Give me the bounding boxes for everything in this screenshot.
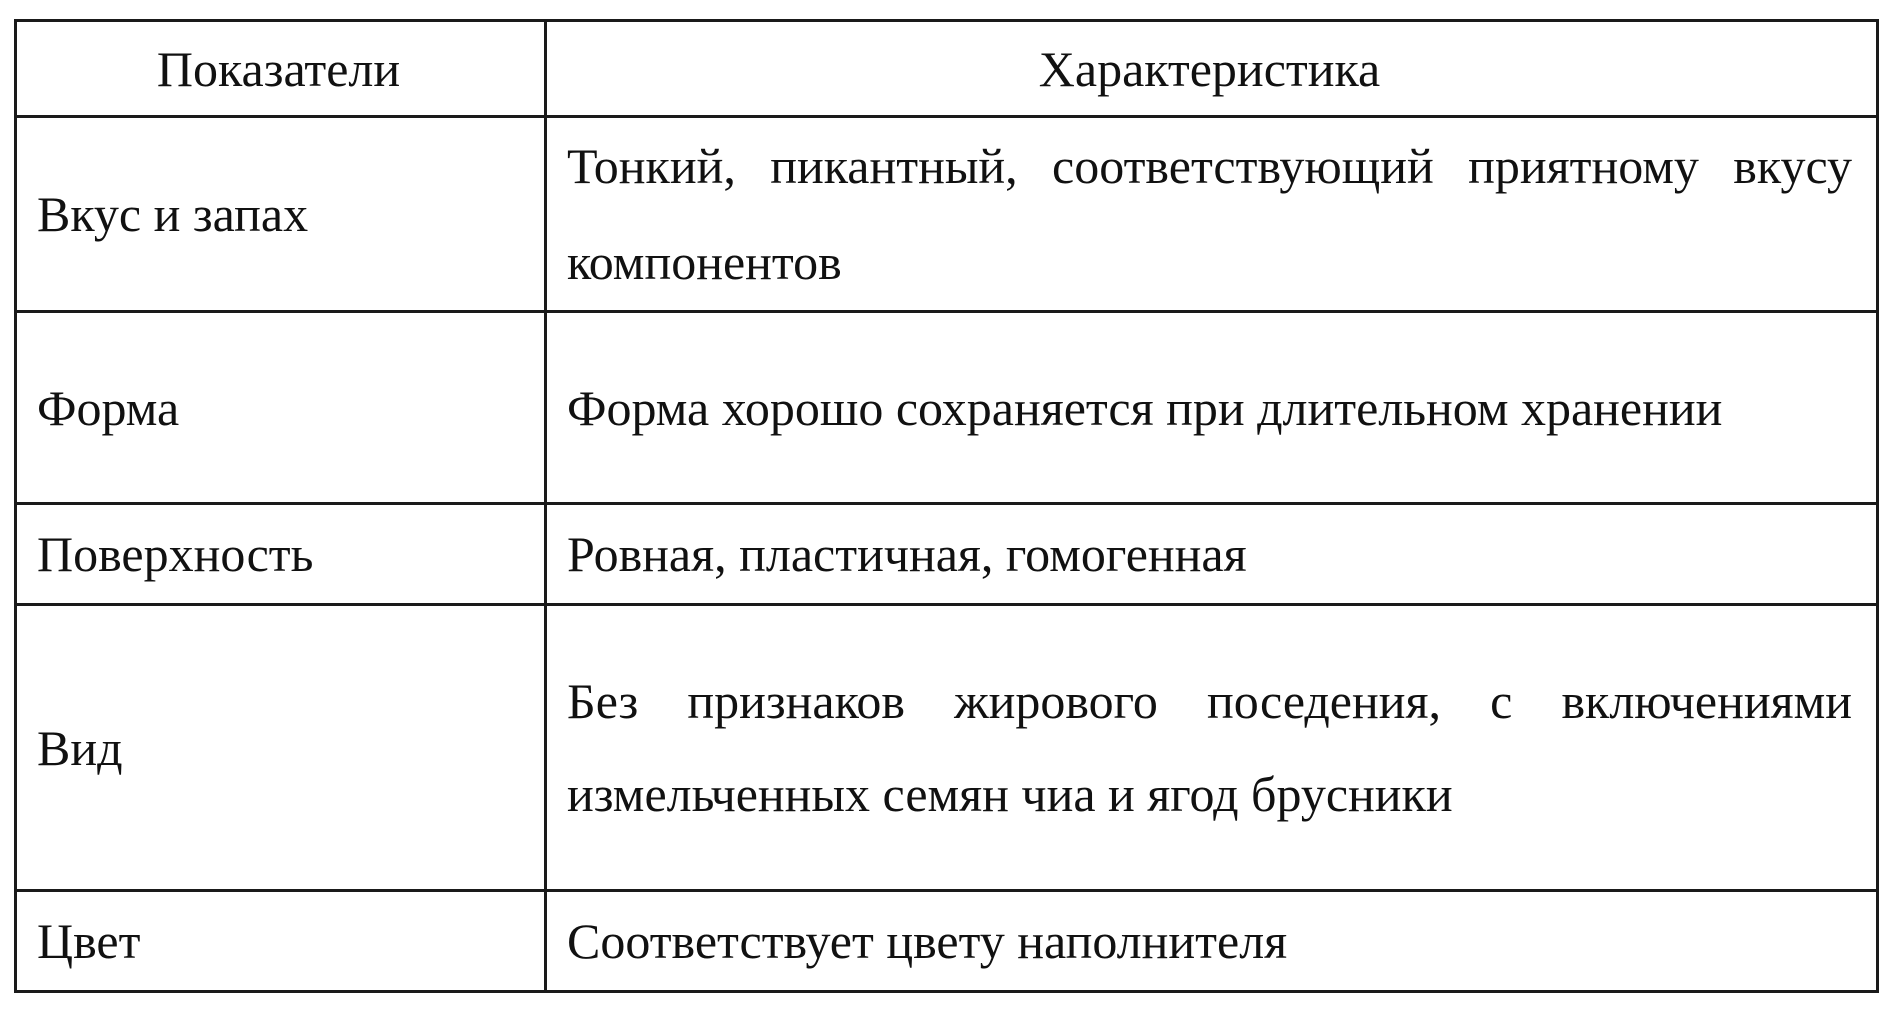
table-row bbox=[16, 891, 1878, 992]
indicator-cell: Цвет bbox=[16, 891, 546, 992]
indicator-cell: Вкус и запах bbox=[16, 117, 546, 312]
characteristics-table bbox=[14, 19, 1879, 993]
header-description: Характеристика bbox=[546, 21, 1878, 117]
description-cell: Без признаков жирового поседения, с включениями измельченных семян чиа и ягод брусники bbox=[546, 605, 1878, 891]
indicator-cell: Форма bbox=[16, 312, 546, 504]
header-indicator: Показатели bbox=[16, 21, 546, 117]
table-row bbox=[16, 117, 1878, 312]
indicator-cell: Поверхность bbox=[16, 504, 546, 605]
description-cell: Форма хорошо сохраняется при длительном хранении bbox=[546, 312, 1878, 504]
table-row bbox=[16, 312, 1878, 504]
description-cell: Ровная, пластичная, гомогенная bbox=[546, 504, 1878, 605]
indicator-cell: Вид bbox=[16, 605, 546, 891]
table-header-row bbox=[16, 21, 1878, 117]
table-row bbox=[16, 605, 1878, 891]
table-row bbox=[16, 504, 1878, 605]
description-cell: Соответствует цвету наполнителя bbox=[546, 891, 1878, 992]
description-cell: Тонкий, пикантный, соответствующий приятному вкусу компонентов bbox=[546, 117, 1878, 312]
